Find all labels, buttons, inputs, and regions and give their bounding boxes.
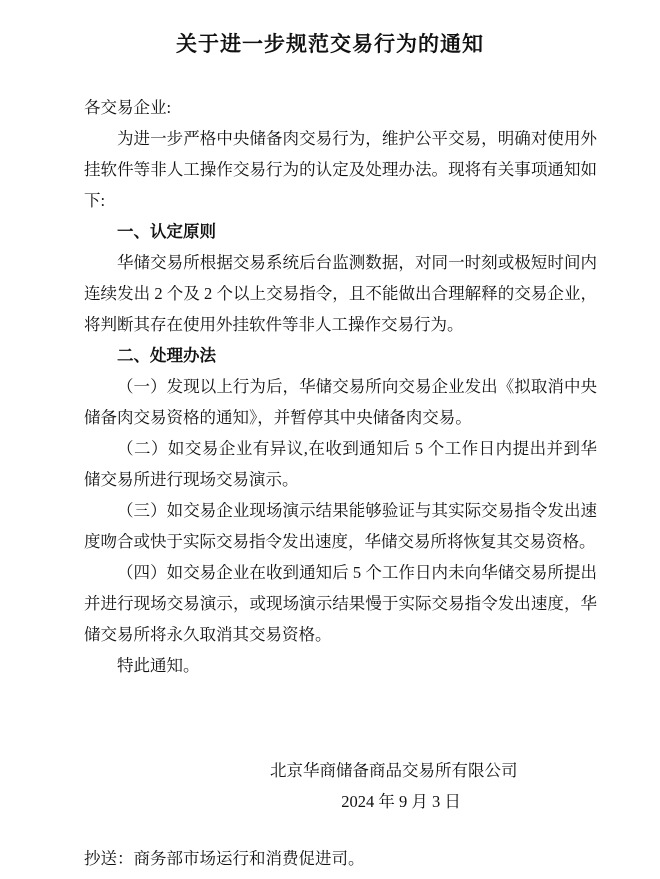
notice-body [84,92,597,681]
notice-title: 关于进一步规范交易行为的通知 [176,32,484,56]
intro-paragraph: 为进一步严格中央储备肉交易行为，维护公平交易，明确对使用外挂软件等非人工操作交易行为的认定及处理办法。现将有关事项通知如下: [84,129,597,210]
salutation: 各交易企业: [84,98,172,117]
cc-line: 抄送：商务部市场运行和消费促进司。 [84,849,365,868]
closing-line: 特此通知。 [117,656,200,675]
issuer-name: 北京华商储备商品交易所有限公司 [270,761,518,780]
section-heading-principle: 一、认定原则 [117,222,216,241]
handling-item-1: （一）发现以上行为后，华储交易所向交易企业发出《拟取消中央储备肉交易资格的通知》，并暂停其中央储备肉交易。 [84,377,597,427]
signature-block [270,755,550,817]
handling-item-4: （四）如交易企业在收到通知后 5 个工作日内未向华储交易所提出并进行现场交易演示，或现场演示结果慢于实际交易指令发出速度，华储交易所将永久取消其交易资格。 [84,563,597,644]
handling-item-3: （三）如交易企业现场演示结果能够验证与其实际交易指令发出速度吻合或快于实际交易指令发出速度，华储交易所将恢复其交易资格。 [84,501,597,551]
section-heading-handling: 二、处理办法 [117,346,216,365]
principle-paragraph: 华储交易所根据交易系统后台监测数据，对同一时刻或极短时间内连续发出 2 个及 2 个以上交易指令，且不能做出合理解释的交易企业，将判断其存在使用外挂软件等非人工操作交易行为。 [84,253,597,334]
handling-item-2: （二）如交易企业有异议,在收到通知后 5 个工作日内提出并到华储交易所进行现场交易演示。 [84,439,597,489]
issue-date: 2024 年 9 月 3 日 [341,792,461,811]
